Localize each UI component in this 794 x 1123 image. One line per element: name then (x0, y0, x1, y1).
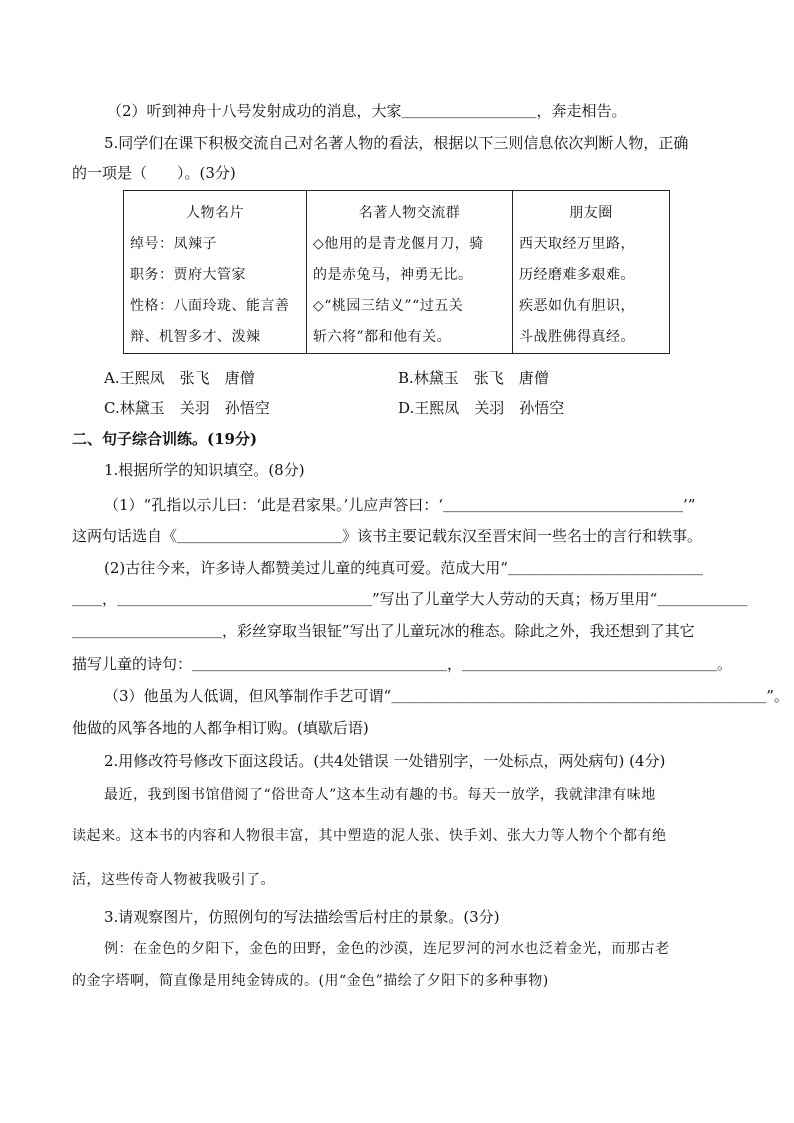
moments-line: 斗战胜佛得真经。 (519, 329, 635, 345)
question-1-part-1-line-1: （1）“孔指以示儿曰：‘此是君家果。’儿应声答曰：‘＿＿＿＿＿＿＿＿＿＿＿＿＿＿＿＿’” (104, 496, 696, 514)
option-a[interactable]: A.王熙凤 张飞 唐僧 (104, 369, 255, 387)
option-c[interactable]: C.林黛玉 关羽 孙悟空 (104, 399, 270, 417)
chat-group-header: 名著人物交流群 (358, 205, 461, 221)
moments-line: 疾恶如仇有胆识， (519, 298, 635, 314)
character-card-line: 绰号：凤辣子 (130, 236, 217, 252)
question-1-part-2-line-2: ＿＿，＿＿＿＿＿＿＿＿＿＿＿＿＿＿＿＿＿”写出了儿童学大人劳动的天真；杨万里用“＿＿＿＿＿＿ (72, 590, 748, 608)
question-2-passage-line-3: 活，这些传奇人物被我吸引了。 (72, 872, 275, 888)
section-2-title: 二、句子综合训练。(19分) (72, 430, 258, 448)
question-3-example-line-1: 例：在金色的夕阳下，金色的田野，金色的沙漠，连尼罗河的河水也泛着金光，而那古老 (104, 941, 670, 957)
question-5-line-2: 的一项是（ ）。(3分) (72, 164, 236, 182)
character-card-line: 职务：贾府大管家 (130, 267, 246, 283)
chat-group-line: 的是赤兔马，神勇无比。 (313, 267, 473, 283)
question-1-part-2-line-3: ＿＿＿＿＿＿＿＿＿＿，彩丝穿取当银钲”写出了儿童玩冰的稚态。除此之外，我还想到了其它 (72, 622, 695, 640)
question-3-example-line-2: 的金字塔啊，简直像是用纯金铸成的。(用“金色”描绘了夕阳下的多种事物) (72, 973, 549, 989)
character-card-header: 人物名片 (186, 205, 244, 221)
question-1-part-2-line-4: 描写儿童的诗句：＿＿＿＿＿＿＿＿＿＿＿＿＿＿＿＿＿，＿＿＿＿＿＿＿＿＿＿＿＿＿＿＿＿＿。 (72, 655, 733, 673)
chat-group-line: ◇“桃园三结义”“过五关 (313, 298, 464, 314)
question-2-title: 2.用修改符号修改下面这段话。(共4处错误 一处错别字，一处标点，两处病句) (4分) (104, 752, 666, 770)
character-card-line: 性格：八面玲珑、能言善 (130, 298, 290, 314)
question-1-part-1-line-2: 这两句话选自《＿＿＿＿＿＿＿＿＿＿＿》该书主要记载东汉至晋宋间一些名士的言行和轶事。 (72, 527, 703, 545)
moments-line: 西天取经万里路， (519, 236, 635, 252)
question-5-line-1: 5.同学们在课下积极交流自己对名著人物的看法，根据以下三则信息依次判断人物，正确 (104, 134, 689, 152)
question-3-title: 3.请观察图片，仿照例句的写法描绘雪后村庄的景象。(3分) (104, 908, 500, 926)
option-d[interactable]: D.王熙凤 关羽 孙悟空 (398, 399, 565, 417)
moments-line: 历经磨难多艰难。 (519, 267, 635, 283)
question-1-part-3-line-1: （3）他虽为人低调，但风筝制作手艺可谓“＿＿＿＿＿＿＿＿＿＿＿＿＿＿＿＿＿＿＿＿＿＿＿＿＿”。 (104, 687, 789, 705)
question-1-part-2-line-1: (2)古往今来，许多诗人都赞美过儿童的纯真可爱。范成大用“＿＿＿＿＿＿＿＿＿＿＿＿＿ (104, 559, 703, 577)
character-info-table (123, 190, 670, 354)
chat-group-cell (307, 191, 513, 354)
question-2-passage-line-2: 读起来。这本书的内容和人物很丰富，其中塑造的泥人张、快手刘、张大力等人物个个都有绝 (72, 828, 667, 844)
question-2-passage-line-1: 最近，我到图书馆借阅了“俗世奇人”这本生动有趣的书。每天一放学，我就津津有味地 (104, 787, 656, 803)
character-card-cell (124, 191, 307, 354)
option-b[interactable]: B.林黛玉 张飞 唐僧 (398, 369, 549, 387)
moments-cell (513, 191, 670, 354)
question-4-part-2: （2）听到神舟十八号发射成功的消息，大家＿＿＿＿＿＿＿＿＿，奔走相告。 (107, 102, 627, 120)
character-card-line: 辩、机智多才、泼辣 (130, 329, 261, 345)
question-1-title: 1.根据所学的知识填空。(8分) (104, 461, 305, 479)
question-1-part-3-line-2: 他做的风筝各地的人都争相订购。(填歇后语) (72, 719, 369, 737)
moments-header: 朋友圈 (569, 205, 613, 221)
chat-group-line: 斩六将”都和他有关。 (313, 329, 452, 345)
chat-group-line: ◇他用的是青龙偃月刀，骑 (313, 236, 484, 252)
